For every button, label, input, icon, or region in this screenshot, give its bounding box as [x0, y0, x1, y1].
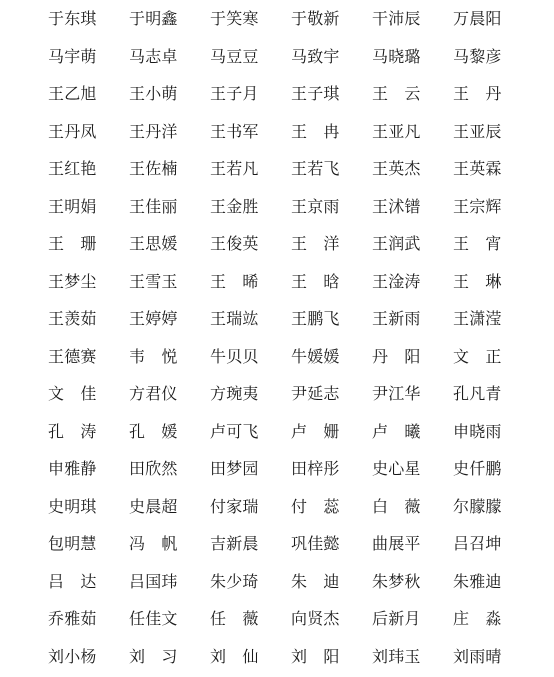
- name-entry: 方琬夷: [210, 384, 259, 403]
- name-entry: 王 珊: [48, 234, 97, 253]
- name-entry: 王 冉: [291, 121, 340, 141]
- name-entry: 干沛辰: [372, 9, 421, 28]
- name-entry: 刘 阳: [291, 646, 340, 666]
- name-entry: 王子月: [210, 84, 259, 103]
- name-entry: 朱 迪: [291, 571, 340, 591]
- name-entry: 乔雅茹: [48, 609, 97, 628]
- name-entry: 田梦园: [210, 459, 259, 478]
- name-entry: 王 琳: [453, 271, 502, 291]
- name-entry: 王 晞: [210, 271, 259, 291]
- name-entry: 马豆豆: [210, 46, 259, 66]
- name-entry: 王亚辰: [453, 121, 502, 141]
- name-entry: 王思媛: [129, 234, 178, 253]
- name-entry: 后新月: [372, 609, 421, 628]
- name-entry: 王淦涛: [372, 271, 421, 291]
- name-entry: 吕国玮: [129, 571, 178, 591]
- name-entry: 王佳丽: [129, 196, 178, 216]
- name-entry: 朱雅迪: [453, 571, 502, 591]
- name-entry: 曲展平: [372, 534, 421, 553]
- name-entry: 孔 媛: [129, 421, 178, 441]
- name-entry: 巩佳懿: [291, 534, 340, 553]
- name-entry: 任佳文: [129, 609, 178, 628]
- name-entry: 王婷婷: [129, 309, 178, 328]
- name-entry: 刘雨晴: [453, 646, 502, 666]
- name-entry: 吕召坤: [453, 534, 502, 553]
- name-entry: 尹江华: [372, 384, 421, 403]
- name-entry: 马志卓: [129, 46, 178, 66]
- name-entry: 王英杰: [372, 159, 421, 178]
- name-entry: 王宗辉: [453, 196, 502, 216]
- name-entry: 牛贝贝: [210, 346, 259, 366]
- name-entry: 尹延志: [291, 384, 340, 403]
- name-entry: 王 丹: [453, 84, 502, 103]
- name-entry: 文 佳: [48, 384, 97, 403]
- name-entry: 史仟鹏: [453, 459, 502, 478]
- name-entry: 王红艳: [48, 159, 97, 178]
- name-entry: 王英霖: [453, 159, 502, 178]
- name-entry: 尔朦朦: [453, 496, 502, 516]
- name-entry: 刘小杨: [48, 646, 97, 666]
- name-entry: 卢可飞: [210, 421, 259, 441]
- name-entry: 文 正: [453, 346, 502, 366]
- name-entry: 冯 帆: [129, 534, 178, 553]
- name-entry: 王潇滢: [453, 309, 502, 328]
- name-entry: 史晨超: [129, 496, 178, 516]
- name-entry: 丹 阳: [372, 346, 421, 366]
- name-entry: 吉新晨: [210, 534, 259, 553]
- name-entry: 史明琪: [48, 496, 97, 516]
- name-entry: 朱梦秋: [372, 571, 421, 591]
- name-entry: 王雪玉: [129, 271, 178, 291]
- name-entry: 王梦尘: [48, 271, 97, 291]
- name-entry: 马晓璐: [372, 46, 421, 66]
- name-entry: 王京雨: [291, 196, 340, 216]
- name-entry: 马宇萌: [48, 46, 97, 66]
- name-entry: 王沭镨: [372, 196, 421, 216]
- name-entry: 方君仪: [129, 384, 178, 403]
- name-entry: 王丹凤: [48, 121, 97, 141]
- name-entry: 王丹洋: [129, 121, 178, 141]
- name-entry: 孔凡青: [453, 384, 502, 403]
- name-entry: 王若凡: [210, 159, 259, 178]
- name-entry: 马黎彦: [453, 46, 502, 66]
- name-entry: 牛媛媛: [291, 346, 340, 366]
- name-entry: 韦 悦: [129, 346, 178, 366]
- name-entry: 朱少琦: [210, 571, 259, 591]
- name-entry: 包明慧: [48, 534, 97, 553]
- name-entry: 王 云: [372, 84, 421, 103]
- name-entry: 向贤杰: [291, 609, 340, 628]
- name-entry: 于敬新: [291, 9, 340, 28]
- name-entry: 王 晗: [291, 271, 340, 291]
- name-entry: 王金胜: [210, 196, 259, 216]
- name-entry: 于明鑫: [129, 9, 178, 28]
- name-entry: 白 薇: [372, 496, 421, 516]
- name-entry: 王润武: [372, 234, 421, 253]
- name-entry: 刘 习: [129, 646, 178, 666]
- name-entry: 王书军: [210, 121, 259, 141]
- name-entry: 王羡茹: [48, 309, 97, 328]
- name-entry: 刘玮玉: [372, 646, 421, 666]
- name-entry: 任 薇: [210, 609, 259, 628]
- name-entry: 史心星: [372, 459, 421, 478]
- name-entry: 王 宵: [453, 234, 502, 253]
- name-entry: 庄 淼: [453, 609, 502, 628]
- name-entry: 孔 涛: [48, 421, 97, 441]
- name-entry: 吕 达: [48, 571, 97, 591]
- name-list-grid: [36, 0, 536, 675]
- name-entry: 王子琪: [291, 84, 340, 103]
- name-entry: 付家瑞: [210, 496, 259, 516]
- name-entry: 马致宇: [291, 46, 340, 66]
- name-entry: 卢 曦: [372, 421, 421, 441]
- name-entry: 万晨阳: [453, 9, 502, 28]
- name-entry: 王瑞竑: [210, 309, 259, 328]
- name-entry: 于东琪: [48, 9, 97, 28]
- name-entry: 王俊英: [210, 234, 259, 253]
- name-entry: 王 洋: [291, 234, 340, 253]
- name-entry: 申晓雨: [453, 421, 502, 441]
- name-entry: 付 蕊: [291, 496, 340, 516]
- name-entry: 王若飞: [291, 159, 340, 178]
- name-entry: 王乙旭: [48, 84, 97, 103]
- name-entry: 田梓彤: [291, 459, 340, 478]
- name-entry: 王明娟: [48, 196, 97, 216]
- name-entry: 王亚凡: [372, 121, 421, 141]
- name-entry: 田欣然: [129, 459, 178, 478]
- name-entry: 王佐楠: [129, 159, 178, 178]
- name-entry: 王小萌: [129, 84, 178, 103]
- name-entry: 于笑寒: [210, 9, 259, 28]
- name-entry: 卢 姗: [291, 421, 340, 441]
- name-entry: 王新雨: [372, 309, 421, 328]
- name-entry: 王德赛: [48, 346, 97, 366]
- name-entry: 王鹏飞: [291, 309, 340, 328]
- name-entry: 申雅静: [48, 459, 97, 478]
- name-entry: 刘 仙: [210, 646, 259, 666]
